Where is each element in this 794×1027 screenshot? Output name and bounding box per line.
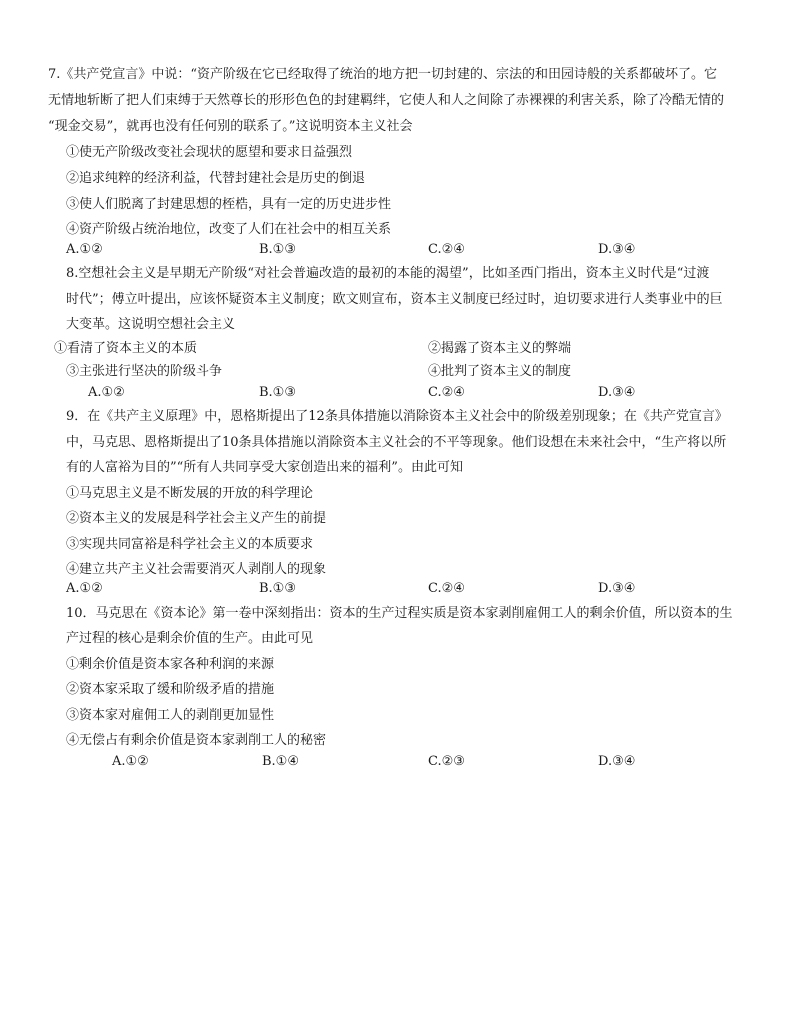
question-7-stem-line-2: 无情地斩断了把人们束缚于天然尊长的形形色色的封建羁绊，它使人和人之间除了赤裸裸的利害关系，除了冷酷无情的	[48, 93, 725, 108]
question-8-choice-b: B.①③	[259, 385, 296, 400]
question-8-option-2: ②揭露了资本主义的弊端	[428, 341, 572, 356]
question-8-stem-line-3: 大变革。这说明空想社会主义	[66, 317, 236, 332]
question-10-choice-a: A.①②	[112, 754, 149, 769]
question-9-stem-line-3: 有的人富裕为目的”“所有人共同享受大家创造出来的福利”。由此可知	[66, 460, 463, 475]
question-9-choice-a: A.①②	[66, 581, 103, 596]
question-8-option-3: ③主张进行坚决的阶级斗争	[66, 364, 223, 379]
question-7-option-4: ④资产阶级占统治地位，改变了人们在社会中的相互关系	[66, 222, 392, 237]
question-9-option-4: ④建立共产主义社会需要消灭人剥削人的现象	[66, 562, 327, 577]
question-10-option-1: ①剩余价值是资本家各种利润的来源	[66, 657, 275, 672]
question-8-choice-d: D.③④	[598, 385, 636, 400]
question-7-choice-a: A.①②	[66, 242, 103, 257]
question-10-option-3: ③资本家对雇佣工人的剥削更加显性	[66, 708, 275, 723]
question-8-option-4: ④批判了资本主义的制度	[428, 364, 572, 379]
question-10-choice-b: B.①④	[262, 754, 299, 769]
question-10-choice-d: D.③④	[598, 754, 636, 769]
question-7-option-1: ①使无产阶级改变社会现状的愿望和要求日益强烈	[66, 145, 353, 160]
question-10-option-4: ④无偿占有剩余价值是资本家剥削工人的秘密	[66, 733, 327, 748]
question-10-option-2: ②资本家采取了缓和阶级矛盾的措施	[66, 682, 275, 697]
question-9-option-3: ③实现共同富裕是科学社会主义的本质要求	[66, 537, 314, 552]
question-8-stem-line-2: 时代”；傅立叶提出，应该怀疑资本主义制度；欧文则宣布，资本主义制度已经过时，迫切要求进行人类事业中的巨	[66, 292, 723, 307]
question-9-stem-line-2: 中，马克思、恩格斯提出了10条具体措施以消除资本主义社会的不平等现象。他们设想在未来社会中，“生产将以所	[66, 435, 727, 450]
question-7-stem-line-3: “现金交易”，就再也没有任何别的联系了。”这说明资本主义社会	[48, 119, 413, 134]
question-10-stem-line-2: 产过程的核心是剩余价值的生产。由此可见	[66, 631, 314, 646]
question-7-option-2: ②追求纯粹的经济利益，代替封建社会是历史的倒退	[66, 171, 366, 186]
question-9-choice-d: D.③④	[598, 581, 636, 596]
question-7-stem-line-1: 7.《共产党宣言》中说：“资产阶级在它已经取得了统治的地方把一切封建的、宗法的和田园诗般的关系都破坏了。它	[48, 67, 718, 82]
question-8-option-1: ①看清了资本主义的本质	[54, 341, 198, 356]
question-8-choice-a: A.①②	[88, 385, 125, 400]
question-10-choice-c: C.②③	[428, 754, 465, 769]
question-7-choice-b: B.①③	[259, 242, 296, 257]
question-9-stem-line-1: 9．在《共产主义原理》中，恩格斯提出了12条具体措施以消除资本主义社会中的阶级差别现象；在《共产党宣言》	[66, 409, 728, 424]
question-10-stem-line-1: 10．马克思在《资本论》第一卷中深刻指出：资本的生产过程实质是资本家剥削雇佣工人的剩余价值，所以资本的生	[66, 606, 733, 621]
question-7-choice-c: C.②④	[428, 242, 465, 257]
question-9-choice-b: B.①③	[259, 581, 296, 596]
question-9-option-2: ②资本主义的发展是科学社会主义产生的前提	[66, 511, 327, 526]
question-8-choice-c: C.②④	[428, 385, 465, 400]
question-7-choice-d: D.③④	[598, 242, 636, 257]
question-7-option-3: ③使人们脱离了封建思想的桎梏，具有一定的历史进步性	[66, 197, 392, 212]
question-8-stem-line-1: 8.空想社会主义是早期无产阶级“对社会普遍改造的最初的本能的渴望”，比如圣西门指出，资本主义时代是“过渡	[66, 266, 710, 281]
question-9-choice-c: C.②④	[428, 581, 465, 596]
question-9-option-1: ①马克思主义是不断发展的开放的科学理论	[66, 486, 314, 501]
